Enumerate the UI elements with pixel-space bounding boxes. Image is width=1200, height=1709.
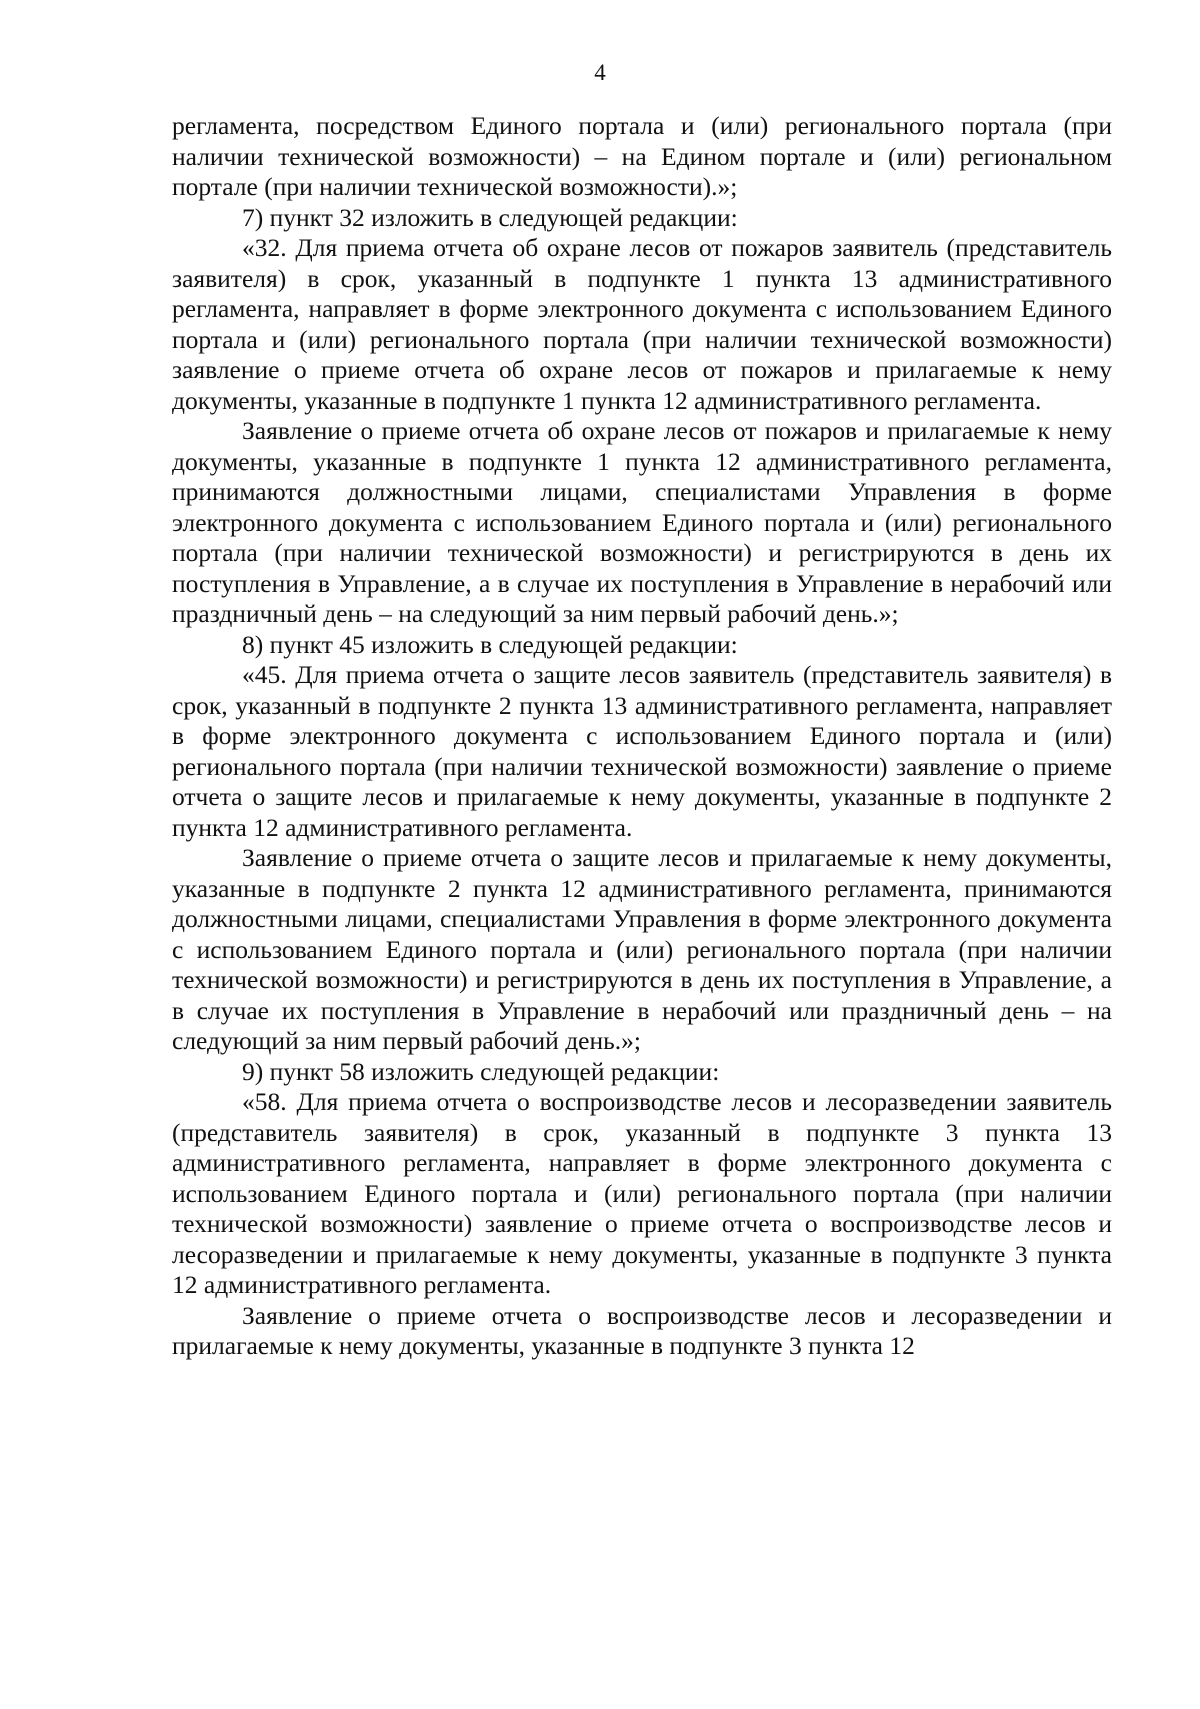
paragraph-item-9: 9) пункт 58 изложить следующей редакции: bbox=[242, 1056, 720, 1086]
paragraph-item-8: 8) пункт 45 изложить в следующей редакции: bbox=[242, 629, 738, 659]
paragraph-clause-58-statement: Заявление о приеме отчета о воспроизводстве лесов и лесоразведении и прилагаемые к нему документы, указанные в подпункте 3 пункта 12 bbox=[172, 1300, 1112, 1360]
paragraph-clause-58: «58. Для приема отчета о воспроизводстве лесов и лесоразведении заявитель (представитель заявителя) в срок, указанный в подпункте 3 пункта 13 административного регламента, направляет в форме электронного документа с использованием Единого портала и (или) регионального портала (при наличии технической возможности) заявление о приеме отчета о воспроизводстве лесов и лесоразведении и прилагаемые к нему документы, указанные в подпункте 3 пункта 12 административного регламента. bbox=[172, 1087, 1112, 1299]
paragraph-clause-45: «45. Для приема отчета о защите лесов заявитель (представитель заявителя) в срок, указанный в подпункте 2 пункта 13 административного регламента, направляет в форме электронного документа с использованием Единого портала и (или) регионального портала (при наличии технической возможности) заявление о приеме отчета о защите лесов и прилагаемые к нему документы, указанные в подпункте 2 пункта 12 административного регламента. bbox=[172, 660, 1112, 842]
paragraph-clause-32: «32. Для приема отчета об охране лесов от пожаров заявитель (представитель заявителя) в срок, указанный в подпункте 1 пункта 13 административного регламента, направляет в форме электронного документа с использованием Единого портала и (или) регионального портала (при наличии технической возможности) заявление о приеме отчета об охране лесов от пожаров и прилагаемые к нему документы, указанные в подпункте 1 пункта 12 административного регламента. bbox=[172, 233, 1112, 415]
page-number: 4 bbox=[594, 60, 606, 85]
paragraph-clause-45-statement: Заявление о приеме отчета о защите лесов и прилагаемые к нему документы, указанные в подпункте 2 пункта 12 административного регламента, принимаются должностными лицами, специалистами Управления в форме электронного документа с использованием Единого портала и (или) регионального портала (при наличии технической возможности) и регистрируются в день их поступления в Управление, а в случае их поступления в Управление в нерабочий или праздничный день – на следующий за ним первый рабочий день.»; bbox=[172, 843, 1112, 1055]
document-body bbox=[172, 111, 1112, 1362]
paragraph-item-7: 7) пункт 32 изложить в следующей редакции: bbox=[242, 202, 738, 232]
paragraph-continuation: регламента, посредством Единого портала и (или) регионального портала (при наличии технической возможности) – на Едином портале и (или) региональном портале (при наличии технической возможности).»; bbox=[172, 111, 1112, 201]
paragraph-clause-32-statement: Заявление о приеме отчета об охране лесов от пожаров и прилагаемые к нему документы, указанные в подпункте 1 пункта 12 административного регламента, принимаются должностными лицами, специалистами Управления в форме электронного документа с использованием Единого портала и (или) регионального портала (при наличии технической возможности) и регистрируются в день их поступления в Управление, а в случае их поступления в Управление в нерабочий или праздничный день – на следующий за ним первый рабочий день.»; bbox=[172, 416, 1112, 628]
